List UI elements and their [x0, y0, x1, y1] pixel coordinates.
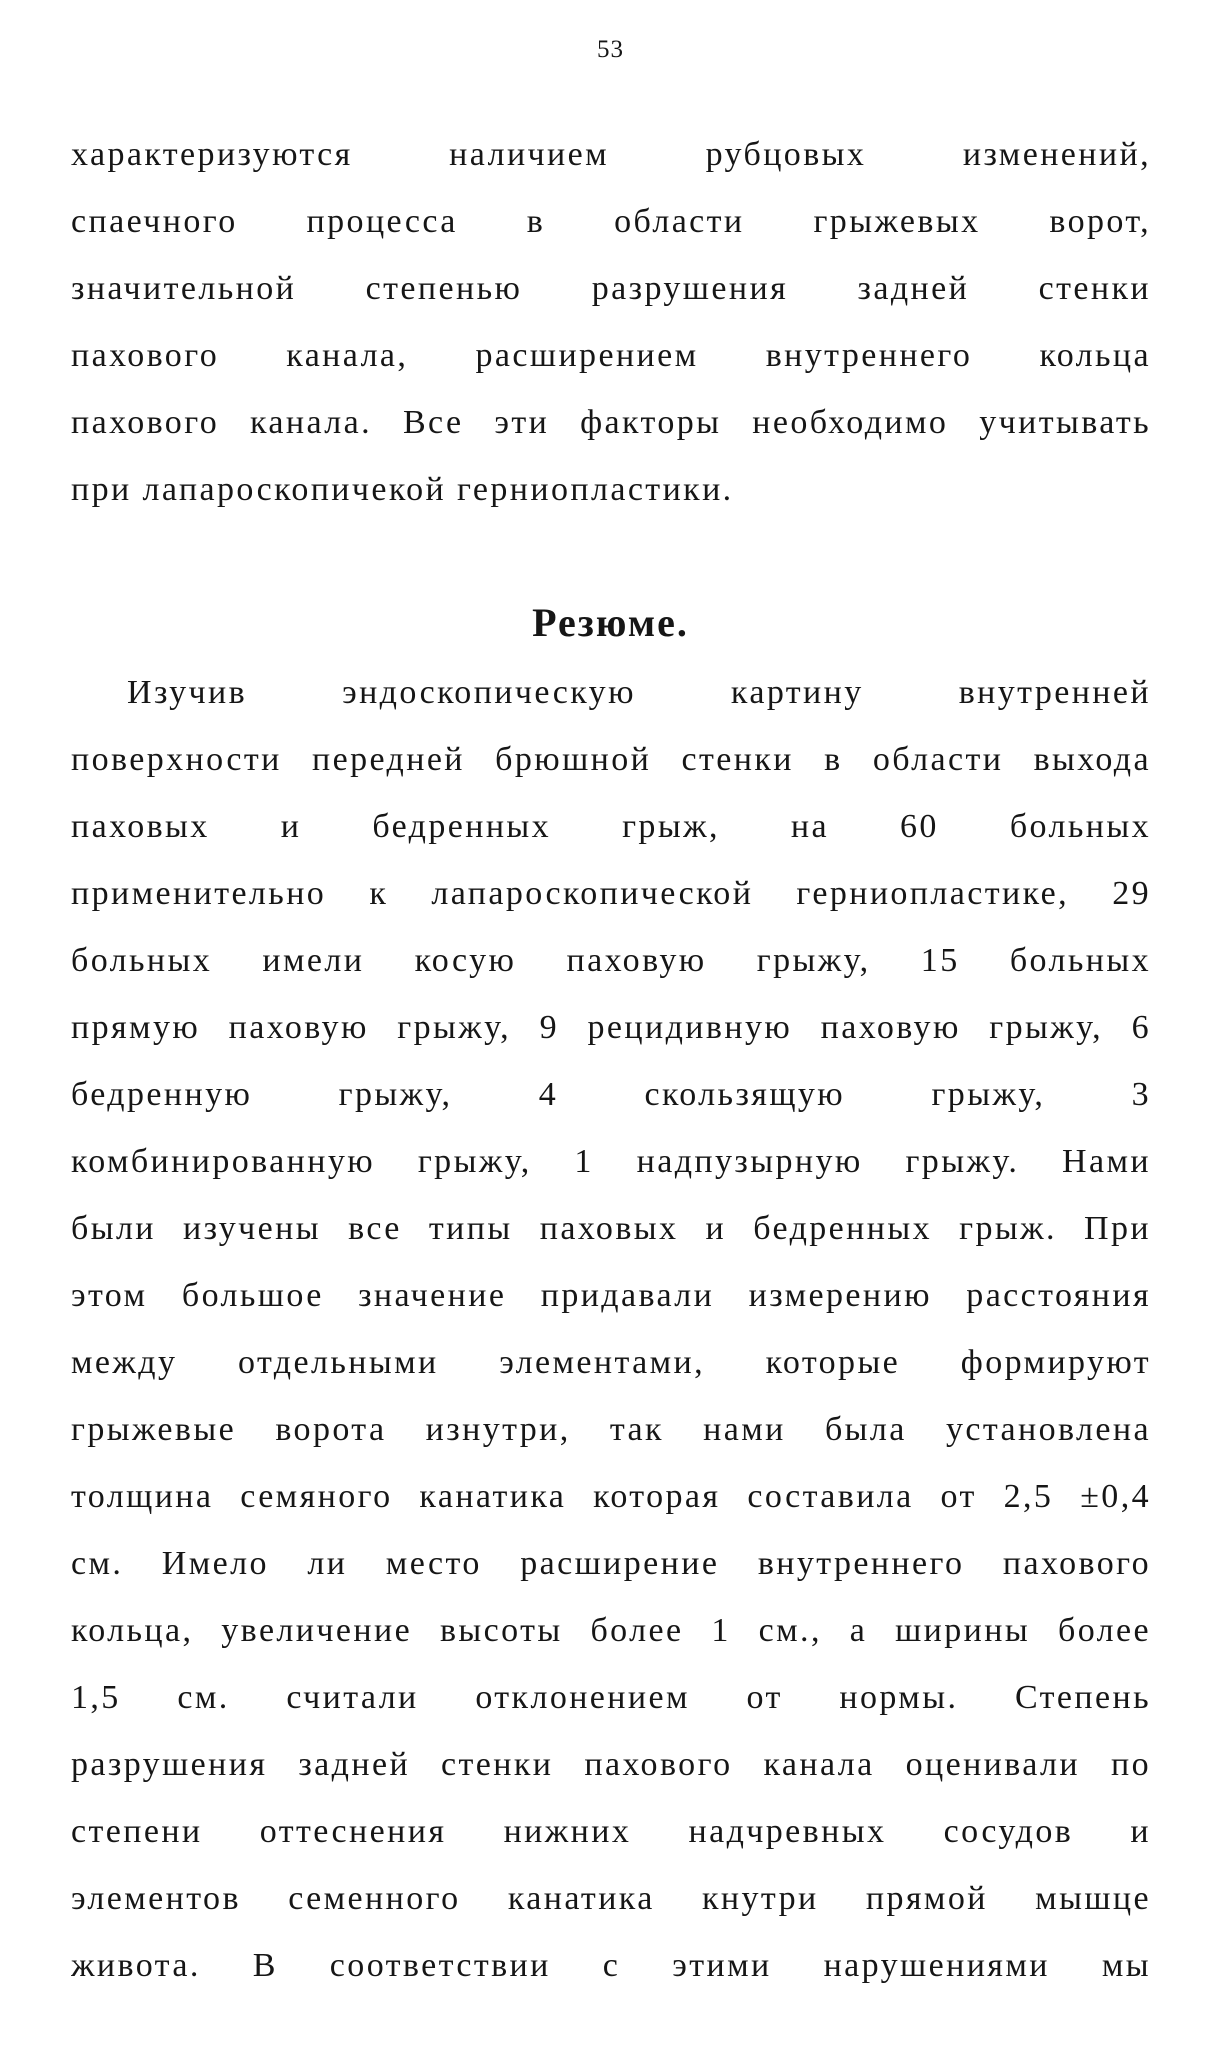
text-line: между отдельными элементами, которые формируют: [71, 1344, 1151, 1381]
text-line: характеризуются наличием рубцовых изменений,: [71, 136, 1151, 173]
text-line: элементов семенного канатика кнутри прямой мышце: [71, 1880, 1151, 1917]
text-line: Изучив эндоскопическую картину внутренней: [127, 674, 1151, 711]
text-line: разрушения задней стенки пахового канала оценивали по: [71, 1746, 1151, 1783]
text-line: живота. В соответствии с этими нарушениями мы: [71, 1947, 1151, 1984]
text-line: значительной степенью разрушения задней стенки: [71, 270, 1151, 307]
text-line: применительно к лапароскопической герниопластике, 29: [71, 875, 1151, 912]
text-line: грыжевые ворота изнутри, так нами была установлена: [71, 1411, 1151, 1448]
summary-paragraph: [71, 659, 1151, 1999]
paragraph-continuation: [71, 121, 1151, 523]
text-line: этом большое значение придавали измерению расстояния: [71, 1277, 1151, 1314]
text-line: степени оттеснения нижних надчревных сосудов и: [71, 1813, 1151, 1850]
text-line: см. Имело ли место расширение внутреннего пахового: [71, 1545, 1151, 1582]
text-line: больных имели косую паховую грыжу, 15 больных: [71, 942, 1151, 979]
text-line: спаечного процесса в области грыжевых ворот,: [71, 203, 1151, 240]
text-line: прямую паховую грыжу, 9 рецидивную паховую грыжу, 6: [71, 1009, 1151, 1046]
text-line: пахового канала. Все эти факторы необходимо учитывать: [71, 404, 1151, 441]
section-heading: Резюме.: [532, 600, 689, 645]
text-line: поверхности передней брюшной стенки в области выхода: [71, 741, 1151, 778]
text-line: паховых и бедренных грыж, на 60 больных: [71, 808, 1151, 845]
text-line: были изучены все типы паховых и бедренных грыж. При: [71, 1210, 1151, 1247]
page-number: 53: [597, 36, 624, 63]
text-line: толщина семяного канатика которая составила от 2,5 ±0,4: [71, 1478, 1151, 1515]
text-line: 1,5 см. считали отклонением от нормы. Степень: [71, 1679, 1151, 1716]
text-line: кольца, увеличение высоты более 1 см., а ширины более: [71, 1612, 1151, 1649]
text-line: пахового канала, расширением внутреннего кольца: [71, 337, 1151, 374]
text-line: комбинированную грыжу, 1 надпузырную грыжу. Нами: [71, 1143, 1151, 1180]
text-line: бедренную грыжу, 4 скользящую грыжу, 3: [71, 1076, 1151, 1113]
text-line: при лапароскопичекой герниопластики.: [71, 471, 734, 508]
